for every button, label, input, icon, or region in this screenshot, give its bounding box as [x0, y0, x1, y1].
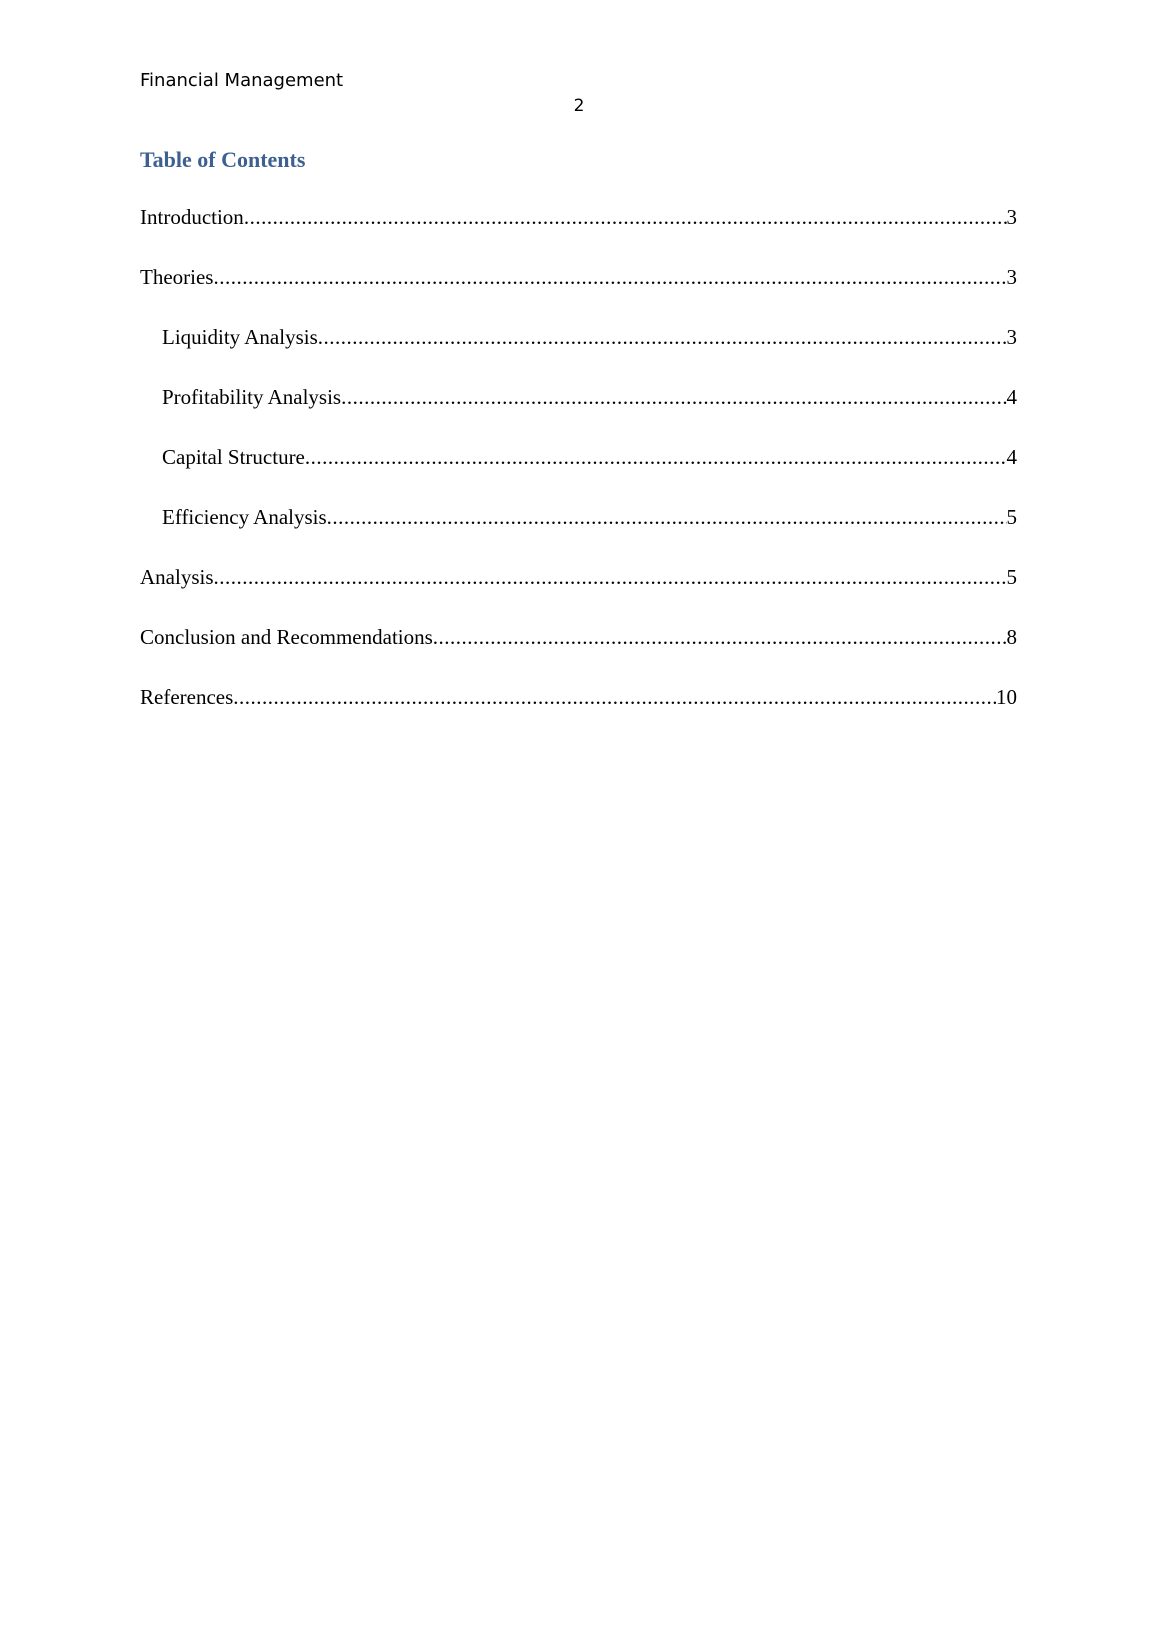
toc-entry-profitability-analysis[interactable] — [140, 385, 1017, 445]
toc-entry-capital-structure[interactable] — [140, 445, 1017, 505]
toc-entry-page: 4 — [1006, 445, 1017, 469]
toc-entry-label: Conclusion and Recommendations — [140, 625, 433, 649]
toc-dot-leader — [214, 565, 1007, 590]
toc-entry-label: Profitability Analysis — [162, 385, 342, 409]
toc-entry-page: 5 — [1006, 505, 1017, 529]
toc-entry-liquidity-analysis[interactable] — [140, 325, 1017, 385]
toc-dot-leader — [213, 265, 1006, 290]
toc-entry-page: 3 — [1006, 205, 1017, 229]
toc-entry-page: 5 — [1006, 565, 1017, 589]
toc-dot-leader — [341, 385, 1006, 410]
toc-entry-conclusion-and-recommendations[interactable] — [140, 625, 1017, 685]
toc-entry-page: 10 — [996, 685, 1017, 709]
toc-entry-theories[interactable] — [140, 265, 1017, 325]
toc-entry-page: 3 — [1006, 265, 1017, 289]
toc-entry-label: Analysis — [140, 565, 214, 589]
toc-entry-page: 4 — [1006, 385, 1017, 409]
table-of-contents — [140, 205, 1017, 745]
toc-entry-page: 8 — [1006, 625, 1017, 649]
toc-dot-leader — [433, 625, 1007, 650]
toc-entry-page: 3 — [1006, 325, 1017, 349]
toc-entry-analysis[interactable] — [140, 565, 1017, 625]
toc-heading: Table of Contents — [140, 147, 306, 172]
toc-dot-leader — [327, 505, 1007, 530]
toc-entry-label: Efficiency Analysis — [162, 505, 327, 529]
page-number: 2 — [573, 96, 585, 116]
toc-dot-leader — [244, 205, 1007, 230]
toc-entry-references[interactable] — [140, 685, 1017, 745]
toc-dot-leader — [305, 445, 1007, 470]
running-header-title: Financial Management — [140, 70, 344, 91]
toc-entry-label: Theories — [140, 265, 214, 289]
toc-entry-label: References — [140, 685, 234, 709]
toc-dot-leader — [318, 325, 1007, 350]
toc-dot-leader — [233, 685, 996, 710]
toc-entry-label: Introduction — [140, 205, 244, 229]
toc-entry-efficiency-analysis[interactable] — [140, 505, 1017, 565]
toc-entry-label: Capital Structure — [162, 445, 305, 469]
toc-entry-introduction[interactable] — [140, 205, 1017, 265]
toc-entry-label: Liquidity Analysis — [162, 325, 318, 349]
